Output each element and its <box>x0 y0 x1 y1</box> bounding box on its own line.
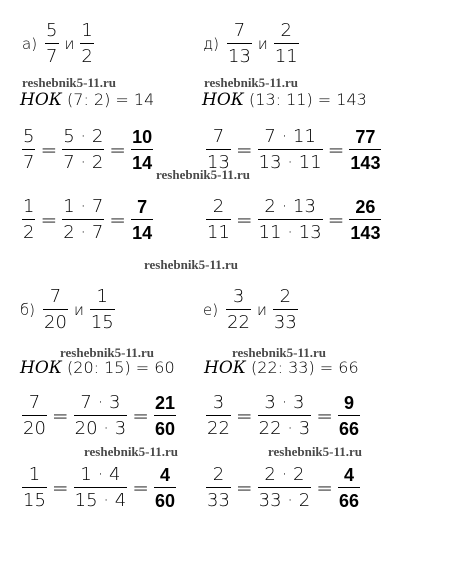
fraction: $\frac{5 \cdot 2}{7 \cdot 2}$ <box>63 126 104 173</box>
watermark: reshebnik5-11.ru <box>60 345 155 360</box>
equals-sign: = <box>235 404 253 428</box>
equation-row <box>22 198 153 242</box>
lcm-value: (13: 11) = 143 <box>249 90 367 109</box>
problem-label: б) <box>20 301 36 319</box>
result-fraction: $\frac{10}{14}$ <box>132 127 153 173</box>
equals-sign: = <box>109 138 127 162</box>
watermark: reshebnik5-11.ru <box>22 75 117 90</box>
problem-a-header <box>22 22 94 66</box>
fraction: $\frac{1}{15}$ <box>90 286 114 333</box>
problem-label: а) <box>22 35 38 53</box>
result-fraction: $\frac{7}{14}$ <box>132 197 153 243</box>
fraction: $\frac{1 \cdot 4}{15 \cdot 4}$ <box>74 464 127 511</box>
lcm-value: (7: 2) = 14 <box>67 90 155 109</box>
lcm-line <box>20 358 175 378</box>
and-word: и <box>257 35 268 53</box>
equals-sign: = <box>40 208 58 232</box>
fraction: $\frac{7}{20}$ <box>44 286 67 333</box>
lcm-prefix: НОК <box>20 358 62 378</box>
result-fraction: $\frac{4}{60}$ <box>154 465 175 511</box>
equals-sign: = <box>235 208 253 232</box>
fraction: $\frac{1}{2}$ <box>23 196 35 243</box>
fraction: $\frac{7}{13}$ <box>228 20 251 67</box>
lcm-prefix: НОК <box>202 90 244 110</box>
result-fraction: $\frac{77}{143}$ <box>350 127 381 173</box>
fraction: $\frac{3}{22}$ <box>227 286 250 333</box>
fraction: $\frac{2}{33}$ <box>207 464 230 511</box>
equals-sign: = <box>327 138 345 162</box>
equals-sign: = <box>235 138 253 162</box>
result-fraction: $\frac{4}{66}$ <box>338 465 359 511</box>
fraction: $\frac{2 \cdot 2}{33 \cdot 2}$ <box>258 464 311 511</box>
equation-row <box>22 128 153 172</box>
fraction: $\frac{7}{20}$ <box>23 392 46 439</box>
result-fraction: $\frac{26}{143}$ <box>350 197 381 243</box>
equals-sign: = <box>51 404 69 428</box>
problem-e-header <box>203 288 298 332</box>
lcm-prefix: НОК <box>20 90 62 110</box>
fraction: $\frac{2 \cdot 13}{11 \cdot 13}$ <box>258 196 322 243</box>
equals-sign: = <box>109 208 127 232</box>
lcm-prefix: НОК <box>204 358 246 378</box>
watermark: reshebnik5-11.ru <box>232 345 327 360</box>
fraction: $\frac{2}{33}$ <box>273 286 297 333</box>
equation-row <box>206 394 360 438</box>
equation-row <box>206 198 381 242</box>
equation-row <box>22 466 176 510</box>
fraction: $\frac{2}{11}$ <box>207 196 230 243</box>
and-word: и <box>257 301 267 319</box>
fraction: $\frac{3 \cdot 3}{22 \cdot 3}$ <box>258 392 311 439</box>
problem-label: д) <box>203 35 220 53</box>
equals-sign: = <box>327 208 345 232</box>
lcm-line <box>20 90 154 110</box>
equals-sign: = <box>316 404 333 428</box>
and-word: и <box>73 301 84 319</box>
equals-sign: = <box>235 476 253 500</box>
fraction: $\frac{3}{22}$ <box>207 392 230 439</box>
problem-d-header <box>203 22 299 66</box>
fraction: $\frac{7 \cdot 3}{20 \cdot 3}$ <box>74 392 127 439</box>
watermark: reshebnik5-11.ru <box>268 444 363 459</box>
equation-row <box>206 466 360 510</box>
lcm-value: (22: 33) = 66 <box>251 358 359 377</box>
fraction: $\frac{7}{13}$ <box>207 126 230 173</box>
equals-sign: = <box>132 476 149 500</box>
result-fraction: $\frac{9}{66}$ <box>338 393 359 439</box>
equals-sign: = <box>40 138 58 162</box>
fraction: $\frac{2}{11}$ <box>274 20 298 67</box>
fraction: $\frac{1}{15}$ <box>23 464 46 511</box>
watermark: reshebnik5-11.ru <box>84 444 179 459</box>
fraction: $\frac{5}{7}$ <box>23 126 35 173</box>
problem-label: е) <box>203 301 219 319</box>
lcm-line <box>202 90 367 110</box>
lcm-value: (20: 15) = 60 <box>67 358 175 377</box>
fraction: $\frac{7 \cdot 11}{13 \cdot 11}$ <box>258 126 322 173</box>
fraction: $\frac{1 \cdot 7}{2 \cdot 7}$ <box>63 196 104 243</box>
problem-b-header <box>20 288 115 332</box>
equals-sign: = <box>132 404 149 428</box>
equals-sign: = <box>51 476 69 500</box>
watermark: reshebnik5-11.ru <box>204 75 299 90</box>
equation-row <box>22 394 176 438</box>
watermark: reshebnik5-11.ru <box>156 167 251 182</box>
lcm-line <box>204 358 359 378</box>
and-word: и <box>64 35 75 53</box>
fraction: $\frac{1}{2}$ <box>81 20 93 67</box>
watermark: reshebnik5-11.ru <box>144 257 239 272</box>
equation-row <box>206 128 381 172</box>
fraction: $\frac{5}{7}$ <box>46 20 58 67</box>
equals-sign: = <box>316 476 333 500</box>
result-fraction: $\frac{21}{60}$ <box>154 393 175 439</box>
